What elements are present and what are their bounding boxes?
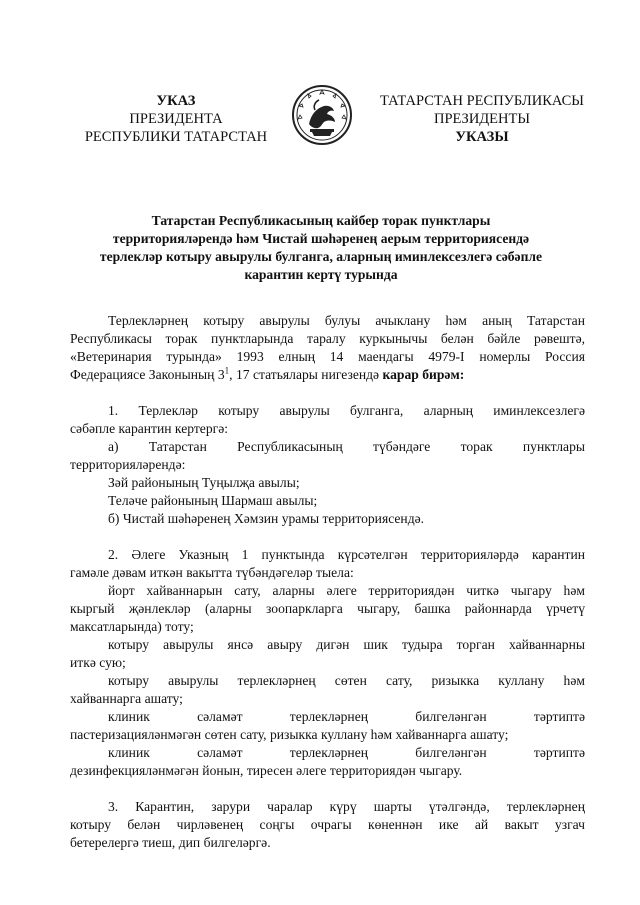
header-left-ru	[60, 92, 292, 146]
title-line: территорияләрендә һәм Чистай шәһәренең аерым территориясендә	[112, 231, 530, 246]
republic-label-tt: ТАТАРСТАН РЕСПУБЛИКАСЫ	[380, 93, 584, 109]
preamble-line: Республикасы торак пунктларында таралу куркынычы белән бәйле рәвештә,	[70, 331, 585, 346]
preamble-line	[70, 366, 585, 384]
decree-label-ru: УКАЗ	[156, 93, 196, 109]
title-line: Татарстан Республикасының кайбер торак пунктлары	[151, 213, 491, 228]
item2-line: гамәле дәвам иткән вакытта түбәндәгеләр тыела:	[70, 565, 354, 580]
item2-sub: дезинфекцияләнмәгән йонын, тиресен әлеге территориядән чыгару.	[70, 763, 463, 778]
item1-sub-a: а) Татарстан Республикасының түбәндәге торак пунктлары	[108, 439, 585, 454]
item3-line: котыру белән чирләвенең соңгы очрагы көненнән ике ай вакыт узгач	[70, 817, 585, 832]
preamble-line: «Ветеринария турында» 1993 елның 14 маендагы 4979-I номерлы Россия	[70, 349, 585, 364]
decree-body	[70, 312, 585, 852]
resolution-phrase: карар бирәм:	[382, 367, 465, 382]
item1-sub-a: территорияләрендә:	[70, 457, 186, 472]
republic-label-ru: РЕСПУБЛИКИ ТАТАРСТАН	[84, 129, 268, 145]
header-right-tt	[366, 92, 598, 146]
item1-sub-a: Зәй районының Туңылҗа авылы;	[108, 475, 300, 490]
item1-sub-a: Теләче районының Шармаш авылы;	[108, 493, 318, 508]
preamble-text: Федерациясе Законының 3	[70, 367, 225, 382]
preamble-line: Терлекләрнең котыру авырулы булуы ачыклану һәм аның Татарстан	[108, 313, 585, 328]
item2-sub: иткә сую;	[70, 655, 126, 670]
decree-label-tt: УКАЗЫ	[455, 129, 509, 145]
item2-sub: йорт хайваннарын сату, аларны әлеге территориядән читкә чыгару һәм	[108, 583, 585, 598]
title-line: терлекләр котыру авырулы булганга, аларның иминлексезлегә сәбәпле	[99, 249, 543, 264]
item1-sub-b: б) Чистай шәһәренең Хәмзин урамы территориясендә.	[108, 511, 425, 526]
superscript: 1	[224, 365, 230, 376]
president-label-tt: ПРЕЗИДЕНТЫ	[433, 111, 531, 127]
tatarstan-emblem-icon	[291, 84, 353, 146]
item2-sub: максатларында) тоту;	[70, 619, 194, 634]
item2-sub: пастеризацияләнмәгән сөтен сату, ризыкка куллану һәм хайваннарга ашату;	[70, 727, 509, 742]
item2-sub: котыру авырулы терлекләрнең сөтен сату, ризыкка куллану һәм	[108, 673, 585, 688]
item2-sub: клиник сәламәт терлекләрнең билгеләнгән тәртиптә	[108, 745, 585, 760]
item3-line: 3. Карантин, зарури чаралар күрү шарты үтәлгәндә, терлекләрнең	[108, 799, 585, 814]
item3-line: бетерелергә тиеш, дип билгеләргә.	[70, 835, 271, 850]
president-label-ru: ПРЕЗИДЕНТА	[129, 111, 223, 127]
item1-line: 1. Терлекләр котыру авырулы булганга, аларның иминлексезлегә	[108, 403, 585, 418]
title-line: карантин кертү турында	[244, 267, 398, 282]
decree-title	[66, 212, 576, 284]
item2-sub: кыргый җәнлекләр (аларны зоопаркларга чыгару, башка районнарда үрчетү	[70, 601, 585, 616]
item2-sub: хайваннарга ашату;	[70, 691, 183, 706]
item2-line: 2. Әлеге Указның 1 пунктында күрсәтелгән территорияләрдә карантин	[108, 547, 585, 562]
preamble-text: , 17 статьялары нигезендә	[229, 367, 383, 382]
item2-sub: клиник сәламәт терлекләрнең билгеләнгән тәртиптә	[108, 709, 585, 724]
item1-line: сәбәпле карантин кертергә:	[70, 421, 229, 436]
item2-sub: котыру авырулы янсә авыру дигән шик тудыра торган хайваннарны	[108, 637, 585, 652]
